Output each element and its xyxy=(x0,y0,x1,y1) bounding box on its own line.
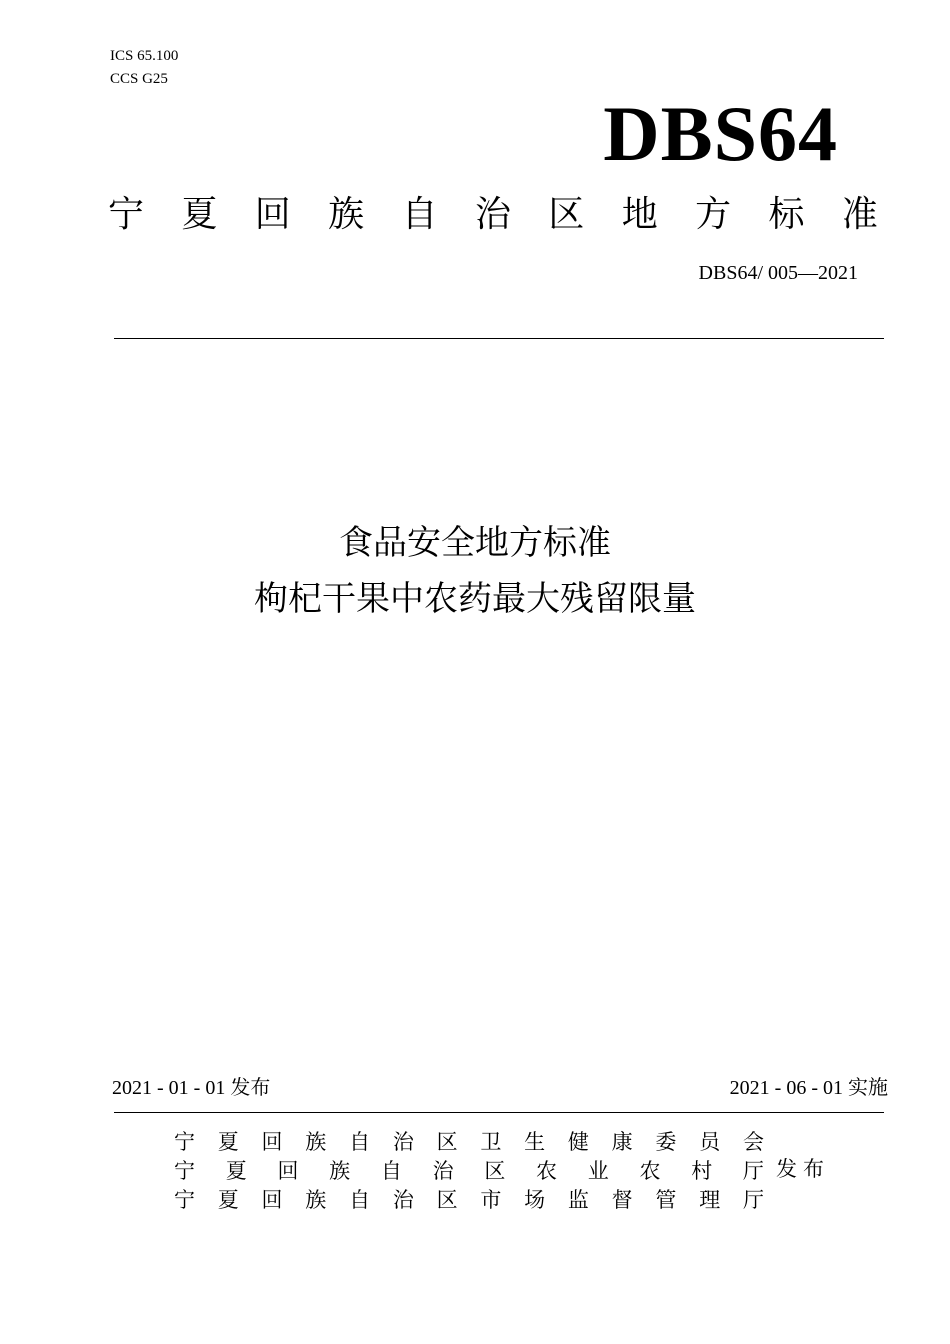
standard-type: 宁 夏 回 族 自 治 区 地 方 标 准 xyxy=(108,194,878,235)
publish-label: 发布 xyxy=(776,1157,830,1181)
issuer-agriculture-department: 宁 夏 回 族 自 治 区 农 业 农 村 厅 xyxy=(174,1159,764,1183)
ics-code: ICS 65.100 xyxy=(110,48,179,64)
issue-date: 2021 - 01 - 01 发布 xyxy=(112,1077,271,1099)
document-title-line2: 枸杞干果中农药最大残留限量 xyxy=(254,579,696,619)
issuer-market-regulation: 宁 夏 回 族 自 治 区 市 场 监 督 管 理 厅 xyxy=(174,1188,764,1212)
document-title-line1: 食品安全地方标准 xyxy=(339,523,611,563)
top-divider xyxy=(114,338,884,339)
standard-number: DBS64/ 005—2021 xyxy=(698,262,858,284)
implementation-date: 2021 - 06 - 01 实施 xyxy=(729,1077,888,1099)
ccs-code: CCS G25 xyxy=(110,71,168,87)
issuer-health-commission: 宁 夏 回 族 自 治 区 卫 生 健 康 委 员 会 xyxy=(174,1130,764,1154)
standard-code: DBS64 xyxy=(603,90,838,177)
bottom-divider xyxy=(114,1112,884,1113)
